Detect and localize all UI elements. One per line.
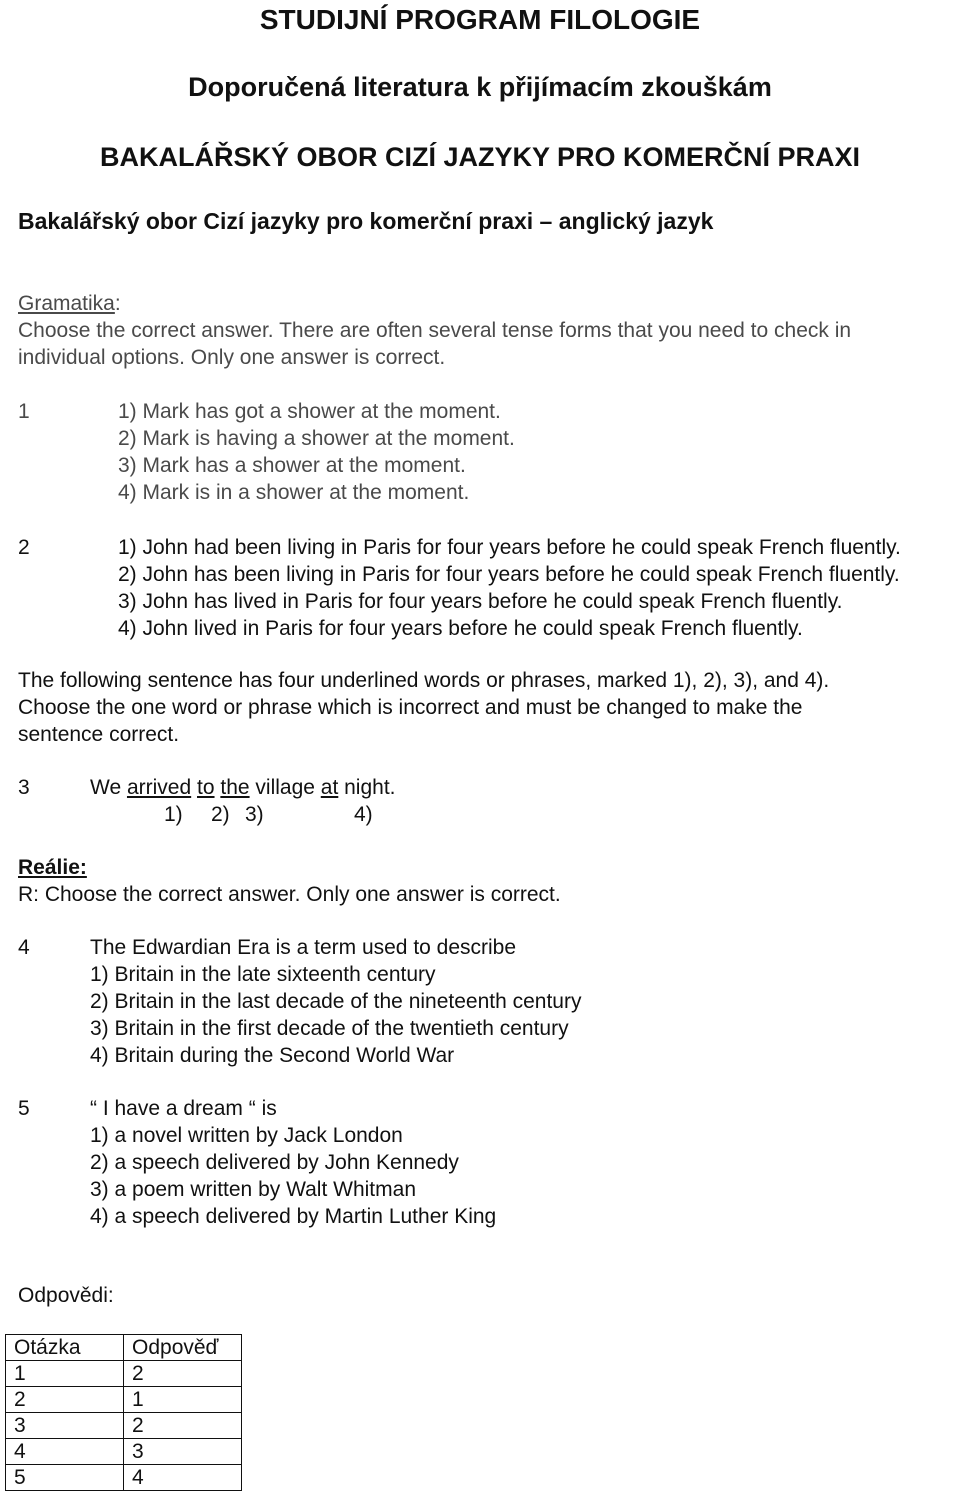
realie-intro: R: Choose the correct answer. Only one answer is correct. [18,883,561,906]
question-1-option-1: 1) Mark has got a shower at the moment. [118,400,501,423]
q3-underlined-at: at [320,776,339,799]
q3-underlined-arrived: arrived [126,776,192,799]
question-2-options [118,534,901,642]
answers-cell-question: 5 [6,1465,124,1491]
q3-marker-3: 3) [245,803,264,826]
question-1-option-4: 4) Mark is in a shower at the moment. [118,481,470,504]
question-3-sentence [90,774,396,801]
question-5-option-2: 2) a speech delivered by John Kennedy [90,1151,459,1174]
grammar-intro-line-1: Choose the correct answer. There are often several tense forms that you need to check in [18,319,852,342]
question-4-option-2: 2) Britain in the last decade of the nineteenth century [90,990,582,1013]
q3-underlined-to: to [197,776,215,799]
question-1-number: 1 [18,400,30,423]
answers-heading: Odpovědi: [18,1284,114,1307]
answers-cell-answer: 2 [124,1361,242,1387]
page-title: STUDIJNÍ PROGRAM FILOLOGIE [259,4,701,35]
question-1-option-2: 2) Mark is having a shower at the moment. [118,427,515,450]
grammar-heading: Gramatika [18,292,115,315]
question-4-number: 4 [18,936,30,959]
table-row [6,1361,242,1387]
answers-cell-answer: 1 [124,1387,242,1413]
question-4-stem: The Edwardian Era is a term used to describe [90,936,517,959]
section-subtitle: Bakalářský obor Cizí jazyky pro komerční praxi – anglický jazyk [18,208,714,234]
question-5-stem: “ I have a dream “ is [90,1097,277,1120]
page-subtitle: Doporučená literatura k přijímacím zkouškám [188,72,772,102]
answers-cell-question: 1 [6,1361,124,1387]
answers-cell-answer: 2 [124,1413,242,1439]
question-2-option-3: 3) John has lived in Paris for four years before he could speak French fluently. [118,590,843,613]
answers-cell-answer: 3 [124,1439,242,1465]
question-4-option-1: 1) Britain in the late sixteenth century [90,963,436,986]
program-title: BAKALÁŘSKÝ OBOR CIZÍ JAZYKY PRO KOMERČNÍ PRAXI [99,142,861,172]
table-row [6,1413,242,1439]
q3-underlined-the: the [220,776,250,799]
question-5-block [90,1095,496,1230]
answers-cell-question: 4 [6,1439,124,1465]
table-row [6,1439,242,1465]
underline-instructions-line-3: sentence correct. [18,723,180,746]
answers-header-row [6,1335,242,1361]
grammar-section [18,290,948,371]
question-2-option-2: 2) John has been living in Paris for four years before he could speak French fluently. [118,563,900,586]
question-4-block [90,934,581,1069]
question-2-option-1: 1) John had been living in Paris for four years before he could speak French fluently. [118,536,901,559]
question-5-option-1: 1) a novel written by Jack London [90,1124,403,1147]
table-row [6,1465,242,1491]
question-4-option-3: 3) Britain in the first decade of the twentieth century [90,1017,569,1040]
grammar-heading-colon: : [114,292,121,315]
grammar-heading-line [18,290,948,317]
question-1-options [90,398,515,506]
grammar-intro-line-2: individual options. Only one answer is correct. [18,346,446,369]
answers-col-answer: Odpověď [124,1335,242,1361]
question-5-option-4: 4) a speech delivered by Martin Luther King [90,1205,497,1228]
question-3-number: 3 [18,776,30,799]
question-2-number: 2 [18,536,30,559]
question-2-option-4: 4) John lived in Paris for four years before he could speak French fluently. [118,617,803,640]
underline-instructions [18,667,948,748]
underline-instructions-line-2: Choose the one word or phrase which is incorrect and must be changed to make the [18,696,803,719]
answers-table [5,1334,242,1491]
q3-word-night: night. [338,776,396,799]
realie-heading: Reálie: [18,856,87,879]
q3-marker-2: 2) [211,803,230,826]
q3-word-we: We [90,776,127,799]
q3-word-village: village [249,776,321,799]
table-row [6,1387,242,1413]
question-5-number: 5 [18,1097,30,1120]
question-5-option-3: 3) a poem written by Walt Whitman [90,1178,416,1201]
answers-cell-question: 3 [6,1413,124,1439]
q3-marker-1: 1) [164,803,183,826]
answers-col-question: Otázka [6,1335,124,1361]
q3-marker-4: 4) [354,803,373,826]
underline-instructions-line-1: The following sentence has four underlined words or phrases, marked 1), 2), 3), and 4). [18,669,830,692]
answers-cell-answer: 4 [124,1465,242,1491]
answers-cell-question: 2 [6,1387,124,1413]
question-1-option-3: 3) Mark has a shower at the moment. [118,454,466,477]
question-4-option-4: 4) Britain during the Second World War [90,1044,455,1067]
